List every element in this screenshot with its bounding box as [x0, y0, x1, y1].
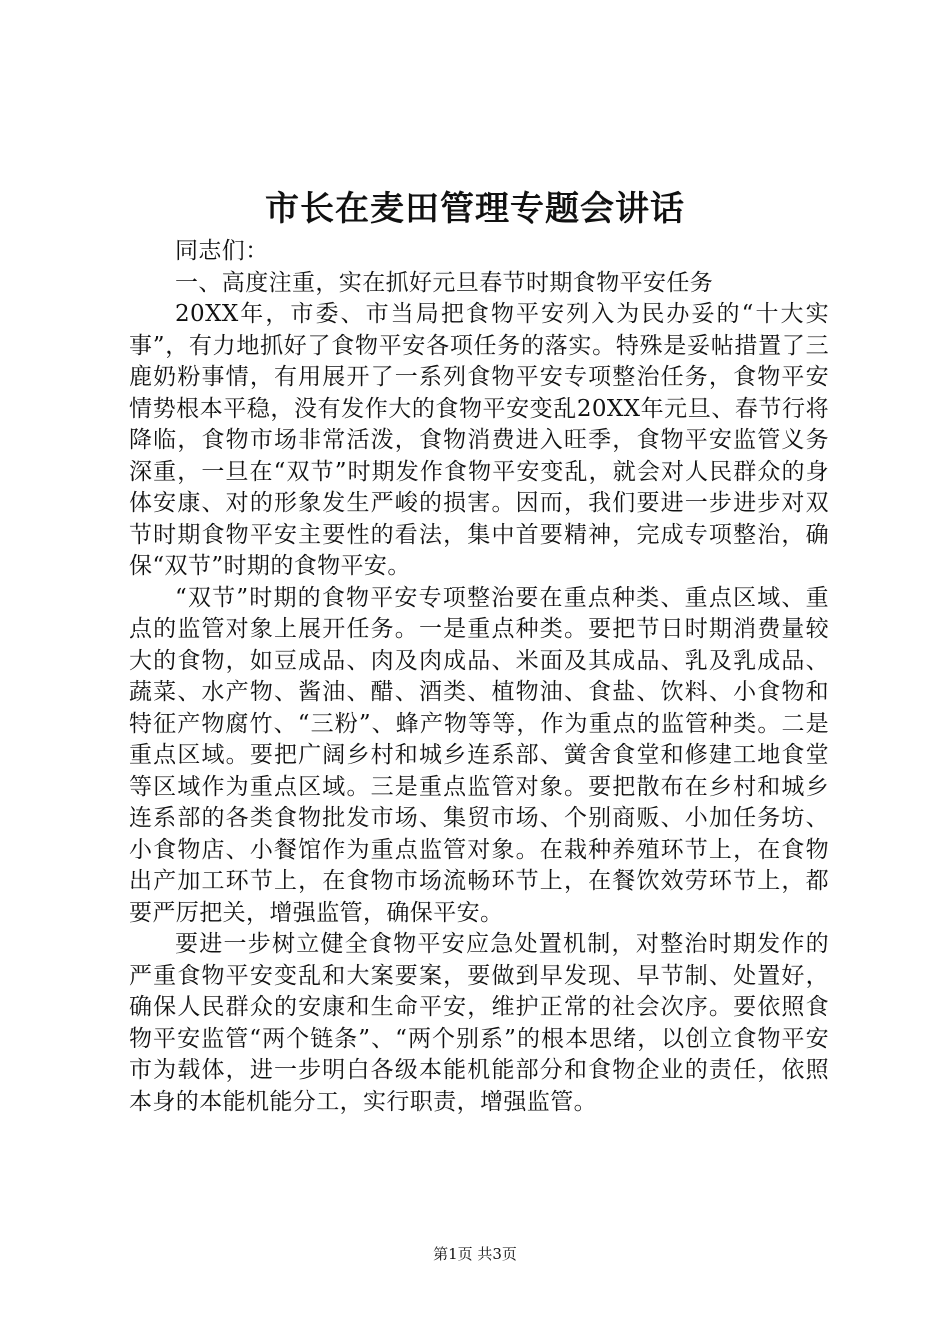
document-body	[129, 236, 829, 1118]
document-title: 市长在麦田管理专题会讲话	[265, 189, 685, 229]
page-number-footer: 第1页 共3页	[433, 1245, 517, 1263]
salutation: 同志们：	[175, 238, 269, 264]
section-heading: 一、高度注重，实在抓好元旦春节时期食物平安任务	[175, 269, 714, 296]
paragraph-2: “双节”时期的食物平安专项整治要在重点种类、重点区域、重点的监管对象上展开任务。一是重点种类。要把节日时期消费量较大的食物，如豆成品、肉及肉成品、米面及其成品、乳及乳成品、蔬菜、水产物、酱油、醋、酒类、植物油、食盐、饮料、小食物和特征产物腐竹、“三粉”、蜂产物等等，作为重点的监管种类。二是重点区域。要把广阔乡村和城乡连系部、黉舍食堂和修建工地食堂等区域作为重点区域。三是重点监管对象。要把散布在乡村和城乡连系部的各类食物批发市场、集贸市场、个别商贩、小加任务坊、小食物店、小餐馆作为重点监管对象。在栽种养殖环节上，在食物出产加工环节上，在食物市场流畅环节上，在餐饮效劳环节上，都要严厉把关，增强监管，确保平安。	[129, 584, 829, 926]
paragraph-3: 要进一步树立健全食物平安应急处置机制，对整治时期发作的严重食物平安变乱和大案要案，要做到早发现、早节制、处置好，确保人民群众的安康和生命平安，维护正常的社会次序。要依照食物平安监管“两个链条”、“两个别系”的根本思绪，以创立食物平安市为载体，进一步明白各级本能机能部分和食物企业的责任，依照本身的本能机能分工，实行职责，增强监管。	[129, 931, 829, 1115]
paragraph-1: 20XX年，市委、市当局把食物平安列入为民办妥的“十大实事”，有力地抓好了食物平安各项任务的落实。特殊是妥帖措置了三鹿奶粉事情，有用展开了一系列食物平安专项整治任务，食物平安情势根本平稳，没有发作大的食物平安变乱20XX年元旦、春节行将降临，食物市场非常活泼，食物消费进入旺季，食物平安监管义务深重，一旦在“双节”时期发作食物平安变乱，就会对人民群众的身体安康、对的形象发生严峻的损害。因而，我们要进一步进步对双节时期食物平安主要性的看法，集中首要精神，完成专项整治，确保“双节”时期的食物平安。	[129, 301, 829, 579]
